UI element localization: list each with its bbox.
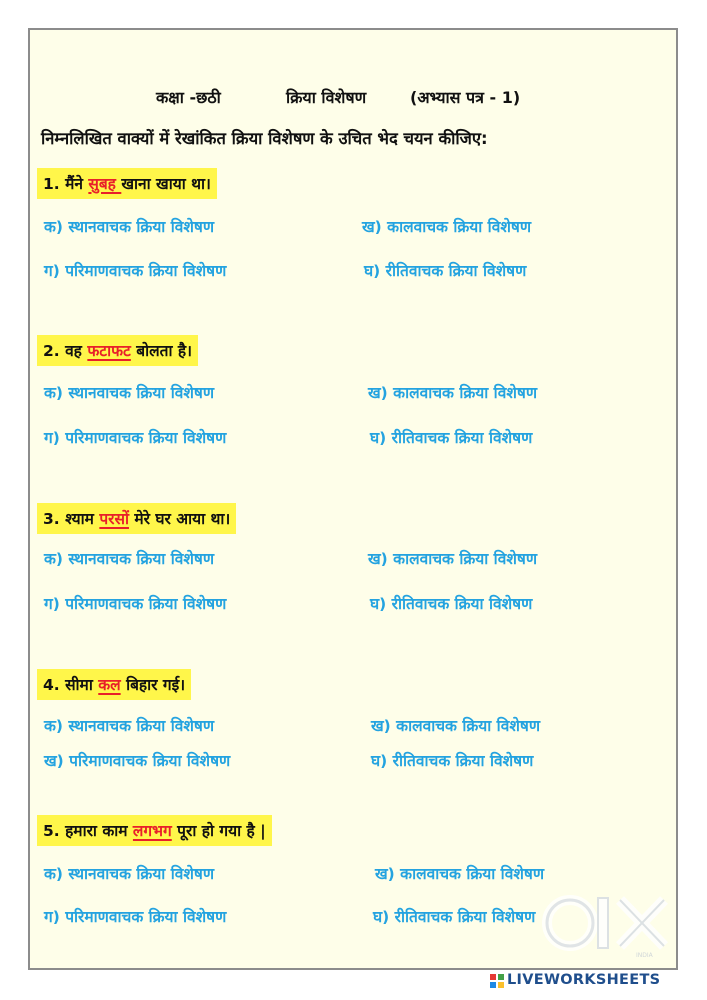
worksheet-title: क्रिया विशेषण — [286, 88, 367, 107]
option-ga[interactable]: ग) परिमाणवाचक क्रिया विशेषण — [44, 429, 227, 447]
question-text: 3. श्याम — [43, 510, 100, 528]
option-kha[interactable]: ख) कालवाचक क्रिया विशेषण — [371, 717, 541, 735]
question-text: बिहार गई। — [120, 676, 186, 694]
option-kha[interactable]: ख) कालवाचक क्रिया विशेषण — [375, 865, 545, 883]
question-text: 5. हमारा काम — [43, 822, 133, 840]
class-label: कक्षा -छठी — [156, 88, 221, 107]
liveworksheets-brand[interactable] — [490, 972, 707, 992]
question-text: बोलता है। — [130, 342, 192, 360]
underlined-word: सुबह — [88, 175, 122, 193]
option-ka[interactable]: क) स्थानवाचक क्रिया विशेषण — [44, 218, 215, 236]
underlined-word: लगभग — [132, 822, 172, 840]
option-kha[interactable]: ख) कालवाचक क्रिया विशेषण — [368, 384, 538, 402]
instruction-text: निम्नलिखित वाक्यों में रेखांकित क्रिया विशेषण के उचित भेद चयन कीजिए: — [41, 129, 488, 148]
option-gha[interactable]: घ) रीतिवाचक क्रिया विशेषण — [373, 908, 536, 926]
watermark-label: INDIA — [636, 952, 653, 959]
worksheet-subtitle: (अभ्यास पत्र - 1) — [410, 88, 521, 107]
option-ka[interactable]: क) स्थानवाचक क्रिया विशेषण — [44, 550, 215, 568]
question-4 — [37, 669, 191, 700]
option-kha[interactable]: ख) कालवाचक क्रिया विशेषण — [362, 218, 532, 236]
olx-watermark-icon — [540, 890, 672, 960]
option-ga[interactable]: ग) परिमाणवाचक क्रिया विशेषण — [44, 908, 227, 926]
option-ga[interactable]: ग) परिमाणवाचक क्रिया विशेषण — [44, 595, 227, 613]
option-ka[interactable]: क) स्थानवाचक क्रिया विशेषण — [44, 865, 215, 883]
brand-name: LIVEWORKSHEETS — [507, 972, 661, 988]
option-gha[interactable]: घ) रीतिवाचक क्रिया विशेषण — [370, 595, 533, 613]
underlined-word: परसों — [99, 510, 129, 528]
question-text: 1. मैंने — [43, 175, 89, 193]
liveworksheets-logo-icon — [490, 974, 504, 988]
question-text: 4. सीमा — [43, 676, 99, 694]
option-kha-2[interactable]: ख) परिमाणवाचक क्रिया विशेषण — [44, 752, 231, 770]
question-text: मेरे घर आया था। — [128, 510, 231, 528]
option-gha[interactable]: घ) रीतिवाचक क्रिया विशेषण — [370, 429, 533, 447]
question-5 — [37, 815, 272, 846]
question-3 — [37, 503, 236, 534]
option-ga[interactable]: ग) परिमाणवाचक क्रिया विशेषण — [44, 262, 227, 280]
option-gha[interactable]: घ) रीतिवाचक क्रिया विशेषण — [364, 262, 527, 280]
option-gha[interactable]: घ) रीतिवाचक क्रिया विशेषण — [371, 752, 534, 770]
option-kha[interactable]: ख) कालवाचक क्रिया विशेषण — [368, 550, 538, 568]
underlined-word: कल — [98, 676, 121, 694]
option-ka[interactable]: क) स्थानवाचक क्रिया विशेषण — [44, 717, 215, 735]
question-text: 2. वह — [43, 342, 88, 360]
option-ka[interactable]: क) स्थानवाचक क्रिया विशेषण — [44, 384, 215, 402]
question-text: पूरा हो गया है | — [171, 822, 266, 840]
question-text: खाना खाया था। — [121, 175, 211, 193]
underlined-word: फटाफट — [87, 342, 131, 360]
question-2 — [37, 335, 198, 366]
question-1 — [37, 168, 217, 199]
